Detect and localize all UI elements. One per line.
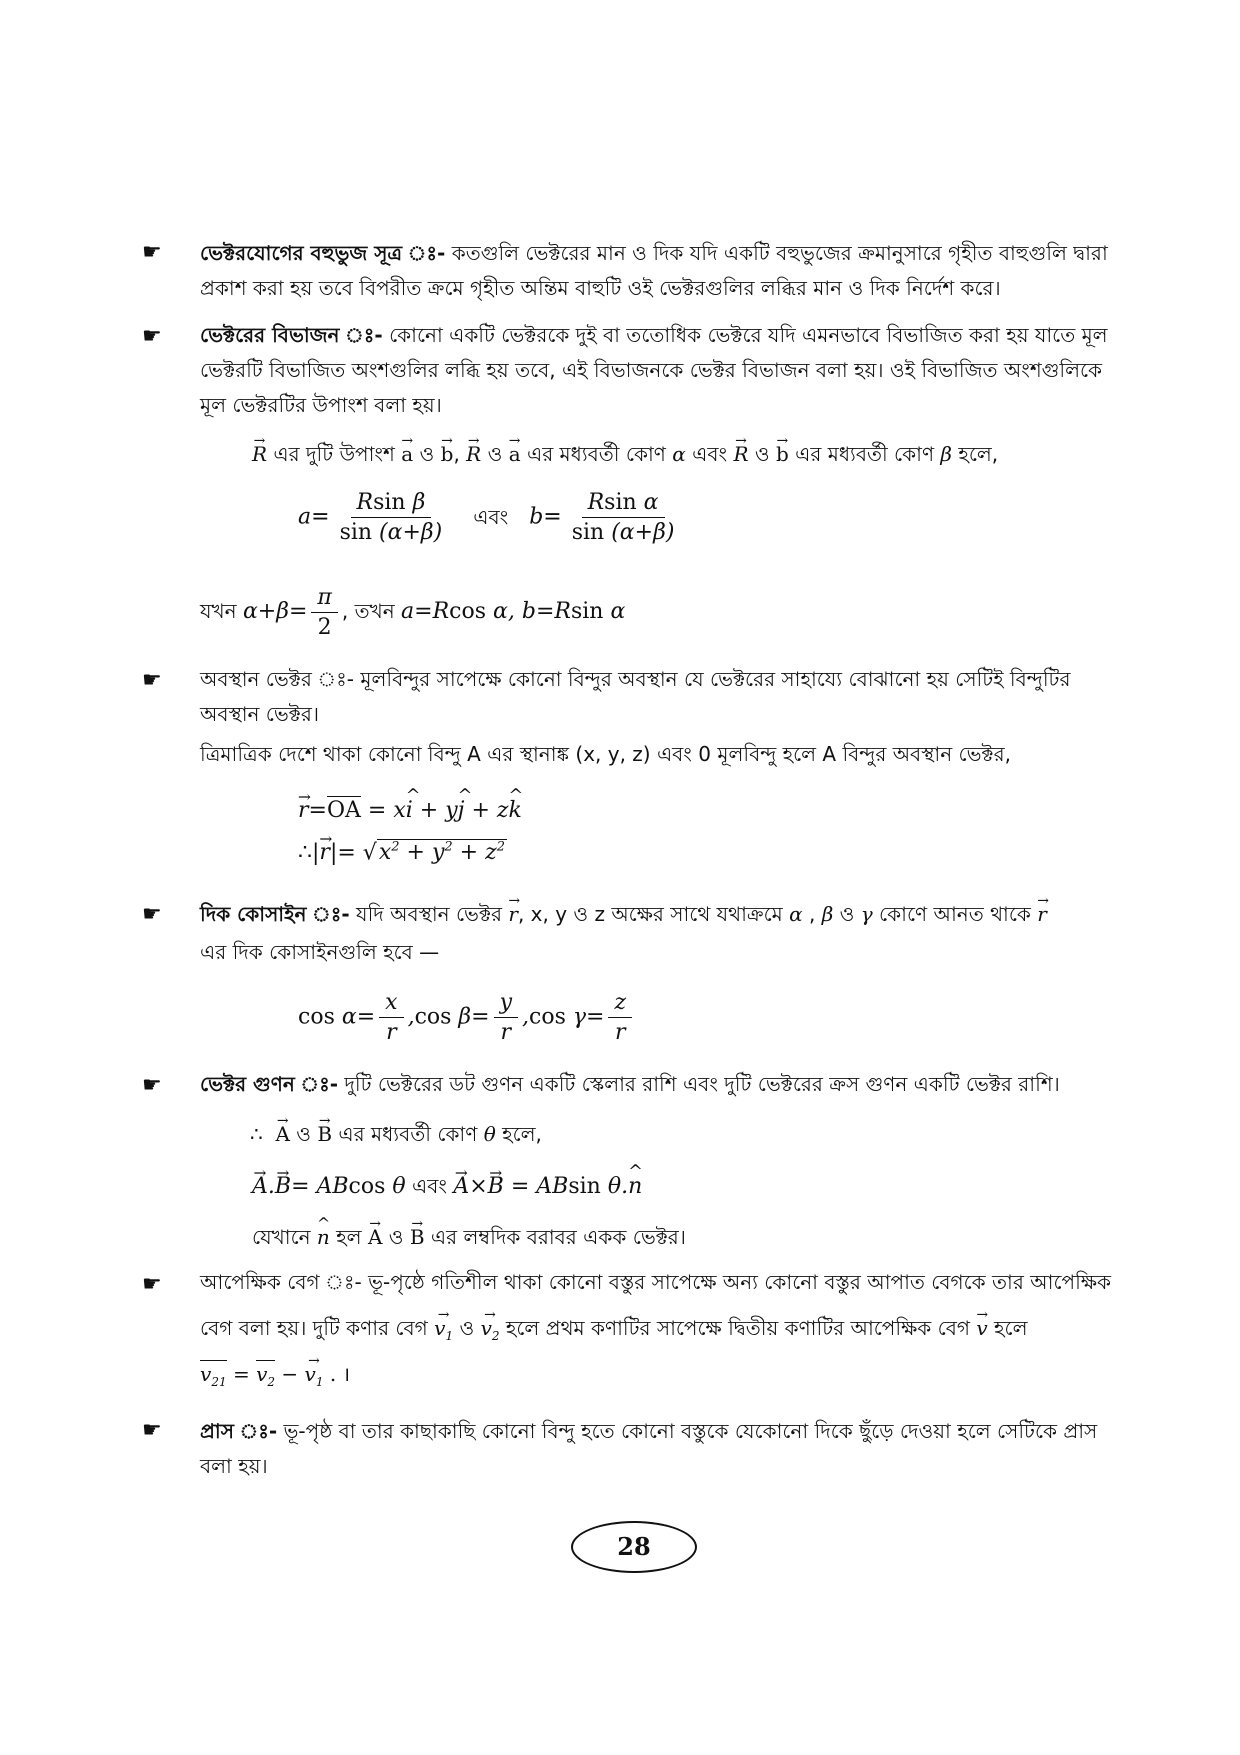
resolution-title: ভেক্টরের বিভাজন ঃ- — [200, 323, 383, 347]
condition-text-2: এর মধ্যবর্তী কোণ — [526, 442, 666, 466]
direction-text-2: , x, y ও z অক্ষের সাথে যথাক্রমে — [517, 902, 783, 926]
polygon-law-paragraph — [200, 236, 1130, 306]
product-angle-text: এর মধ্যবর্তী কোণ — [338, 1122, 478, 1146]
condition-text-1: এর দুটি উপাংশ — [273, 442, 395, 466]
relative-line-1 — [200, 1268, 1111, 1301]
position-title: অবস্থান ভেক্টর ঃ- — [200, 667, 355, 691]
product-text: দুটি ভেক্টরের ডট গুণন একটি স্কেলার রাশি এবং দুটি ভেক্টরের ক্রস গুণন একটি ভেক্টর রাশি। — [344, 1072, 1060, 1096]
polygon-law-text: কতগুলি ভেক্টরের মান ও দিক যদি একটি বহুভুজের ক্রমানুসারে গৃহীত বাহুগুলি দ্বারা প্রকাশ করা হয় তবে বিপরীত ক্রমে গৃহীত অন্তিম বাহুটি ওই ভেক্টরগুলির লব্ধির মান ও দিক নির্দেশ করে। — [200, 241, 1108, 300]
direction-text-3: ও — [839, 902, 855, 926]
position-coordinates-line: ত্রিমাত্রিক দেশে থাকা কোনো বিন্দু A এর স্থানাঙ্ক (x, y, z) এবং 0 মূলবিন্দু হলে A বিন্দুর অবস্থান ভেক্টর, — [200, 742, 1011, 766]
relative-text-1: ভূ-পৃষ্ঠে গতিশীল থাকা কোনো বস্তুর সাপেক্ষে অন্য কোনো বস্তুর আপাত বেগকে তার আপেক্ষিক — [368, 1270, 1112, 1294]
direction-line-2: এর দিক কোসাইনগুলি হবে — — [200, 940, 440, 964]
relative-line-2: বেগ বলা হয়। দুটি কণার বেগ → $v_1$ ও → $v_2$ হলে প্রথম কণাটির সাপেক্ষে দ্বিতীয় কণাটির আপেক্ষিক বেগ → v হলে — [200, 1314, 1028, 1347]
product-where-line: যেখানে ^ n হল → A ও → B এর লম্বদিক বরাবর একক ভেক্টর। — [252, 1223, 686, 1256]
product-line-2: ∴ → A ও → B এর মধ্যবর্তী কোণ θ হলে, — [250, 1120, 542, 1153]
direction-line-1: দিক কোসাইন ঃ- যদি অবস্থান ভেক্টর → r, x, y ও z অক্ষের সাথে যথাক্রমে α , β ও γ কোণে আনত থাকে → r — [200, 900, 1047, 933]
position-paragraph — [200, 662, 1130, 732]
where-text-2: হল — [336, 1225, 362, 1249]
relative-title: আপেক্ষিক বেগ ঃ- — [200, 1270, 362, 1294]
pointing-hand-icon: ☛ — [142, 240, 162, 265]
condition-o-3: ও — [754, 442, 770, 466]
pointing-hand-icon: ☛ — [142, 668, 162, 693]
direction-title: দিক কোসাইন ঃ- — [200, 902, 350, 926]
where-text-3: এর লম্বদিক বরাবর একক ভেক্টর। — [430, 1225, 686, 1249]
pointing-hand-icon: ☛ — [142, 1272, 162, 1297]
direction-text-4: কোণে আনত থাকে — [879, 902, 1031, 926]
position-magnitude-formula: ∴|→ $r|= √x^2 + y^2 + z^2$ — [298, 840, 507, 865]
condition-text-3: এর মধ্যবর্তী কোণ — [795, 442, 935, 466]
polygon-law-title: ভেক্টরযোগের বহুভুজ সূত্র ঃ- — [200, 241, 446, 265]
resolution-special-case: যখন α+β= $\frac{\pi}{2}$ , তখন a=Rcos α, b=Rsin α — [200, 585, 626, 640]
product-end: হলে, — [502, 1122, 542, 1146]
direction-cosine-formula: cos α= $\frac{x}{r}$ ,cos β= $\frac{y}{r}$ ,cos γ= $\frac{z}{r}$ — [298, 990, 636, 1045]
relative-text-4: হলে — [994, 1316, 1028, 1340]
product-title: ভেক্টর গুণন ঃ- — [200, 1072, 339, 1096]
resolution-text: কোনো একটি ভেক্টরকে দুই বা ততোধিক ভেক্টরে যদি এমনভাবে বিভাজিত করা হয় যাতে মূল ভেক্টরটি বিভাজিত অংশগুলির লব্ধি হয় তবে, এই বিভাজনকে ভেক্টর বিভাজন বলা হয়। ওই বিভাজিত অংশগুলিকে মূল ভেক্টরটির উপাংশ বলা হয়। — [200, 323, 1108, 417]
where-o: ও — [388, 1225, 404, 1249]
product-o: ও — [296, 1122, 311, 1146]
condition-o-2: ও — [487, 442, 503, 466]
resolution-paragraph — [200, 318, 1130, 423]
condition-and: এবং — [692, 442, 728, 466]
pointing-hand-icon: ☛ — [142, 1418, 162, 1443]
product-line-1 — [200, 1070, 1060, 1103]
relative-text-3: হলে প্রথম কণাটির সাপেক্ষে দ্বিতীয় কণাটির আপেক্ষিক বেগ — [505, 1316, 971, 1340]
position-vector-formula: → r=OA = x^ i + y^ j + z^ k — [298, 798, 522, 823]
relative-velocity-formula: $v_{21} = v_2$ − → $v_1$ . । — [200, 1360, 350, 1389]
page-number: 28 — [571, 1521, 697, 1573]
pointing-hand-icon: ☛ — [142, 902, 162, 927]
when-text: যখন — [200, 599, 237, 623]
projectile-text: ভূ-পৃষ্ঠ বা তার কাছাকাছি কোনো বিন্দু হতে কোনো বস্তুকে যেকোনো দিকে ছুঁড়ে দেওয়া হলে সেটিকে প্রাস বলা হয়। — [200, 1419, 1098, 1478]
projectile-title: প্রাস ঃ- — [200, 1419, 278, 1443]
formula-and: এবং — [473, 504, 509, 529]
where-text-1: যেখানে — [252, 1225, 311, 1249]
resolution-condition-line: → R এর দুটি উপাংশ → a ও → b, → R ও → a এর মধ্যবর্তী কোণ α এবং → R ও → b এর মধ্যবর্তী কোণ β হলে, — [252, 440, 998, 473]
product-formula: → A.→ B= ABcos θ এবং → A×→ B = ABsin θ.^ n — [252, 1172, 642, 1205]
product-formula-and: এবং — [412, 1174, 447, 1198]
condition-o-1: ও — [419, 442, 435, 466]
projectile-paragraph — [200, 1414, 1130, 1484]
direction-text-1: যদি অবস্থান ভেক্টর — [356, 902, 503, 926]
resolution-formula: a= $\frac{\text{Rsin β}}{\sin (\alpha+\beta)}$ এবং b= $\frac{\text{Rsin α}}{\sin (\alpha+\beta)}$ — [298, 490, 675, 545]
pointing-hand-icon: ☛ — [142, 1073, 162, 1098]
then-text: তখন — [354, 599, 395, 623]
pointing-hand-icon: ☛ — [142, 324, 162, 349]
condition-end: হলে, — [958, 442, 999, 466]
position-text: মূলবিন্দুর সাপেক্ষে কোনো বিন্দুর অবস্থান যে ভেক্টরের সাহায্যে বোঝানো হয় সেটিই বিন্দুটির অবস্থান ভেক্টর। — [200, 667, 1071, 726]
relative-o: ও — [459, 1316, 475, 1340]
relative-text-2: বেগ বলা হয়। দুটি কণার বেগ — [200, 1316, 428, 1340]
